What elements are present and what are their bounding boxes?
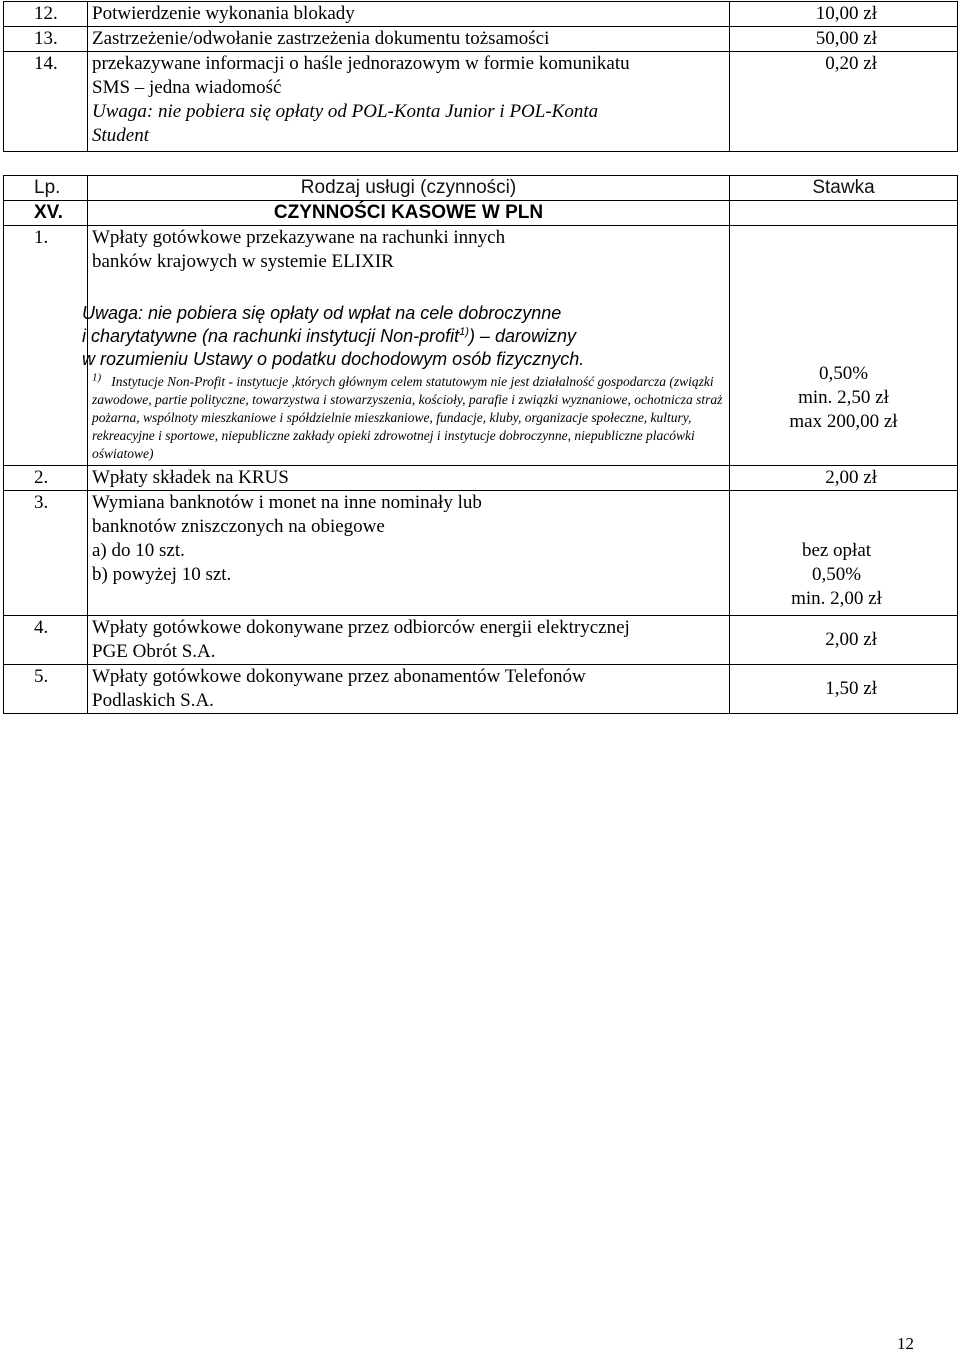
header-service: Rodzaj usługi (czynności): [88, 176, 730, 201]
service-description: [88, 491, 730, 616]
service-note: i charytatywne (na rachunki instytucji Non-profit$^{1)}$) – darowizny: [82, 326, 576, 346]
service-rate: 2,00 zł: [730, 616, 958, 665]
service-description: [88, 616, 730, 665]
note-text: : nie pobiera się opłaty od POL-Konta Junior i POL-Konta: [146, 101, 599, 122]
table-row: [4, 466, 958, 491]
description-line: Wpłaty gotówkowe dokonywane przez odbiorców energii elektrycznej: [92, 617, 630, 638]
row-number: 4.: [4, 616, 88, 665]
row-number: 3.: [4, 491, 88, 616]
description-line: Podlaskich S.A.: [92, 690, 214, 711]
rate-b: 0,50%: [811, 564, 862, 585]
row-number: 14.: [4, 52, 88, 152]
description-line: Wpłaty gotówkowe przekazywane na rachunki innych: [92, 227, 506, 248]
description-line: Wymiana banknotów i monet na inne nominały lub: [92, 492, 482, 513]
footnote-marker: 1): [459, 326, 469, 338]
service-rate: 10,00 zł: [730, 2, 958, 27]
row-number: 1.: [4, 226, 88, 466]
table-row: [4, 27, 958, 52]
service-rate: [730, 226, 958, 466]
header-lp: Lp.: [4, 176, 88, 201]
section-title: CZYNNOŚCI KASOWE W PLN: [88, 201, 730, 226]
service-note: w rozumieniu Ustawy o podatku dochodowym osób fizycznych.: [82, 349, 585, 369]
table-header: [4, 176, 958, 201]
service-rate: 0,20 zł: [730, 52, 958, 152]
section-number: XV.: [4, 201, 88, 226]
service-note: Uwaga: nie pobiera się opłaty od wpłat na cele dobroczynne: [82, 303, 562, 323]
rate-a: bez opłat: [801, 540, 872, 561]
service-rate: 2,00 zł: [730, 466, 958, 491]
footnote-marker: 1): [92, 371, 102, 384]
service-description: Zastrzeżenie/odwołanie zastrzeżenia dokumentu tożsamości: [88, 27, 730, 52]
sub-item-b: b) powyżej 10 szt.: [92, 564, 232, 585]
service-description: [82, 226, 730, 466]
rate-line: min. 2,50 zł: [798, 387, 889, 408]
rate-b-min: min. 2,00 zł: [791, 588, 882, 609]
page-number: 12: [897, 1334, 914, 1353]
note-label: Uwaga: [92, 101, 147, 122]
description-line: banknotów zniszczonych na obiegowe: [92, 516, 385, 537]
table-row: [4, 491, 958, 616]
table-row: [4, 2, 958, 27]
header-rate: Stawka: [730, 176, 958, 201]
service-description: Wpłaty składek na KRUS: [88, 466, 730, 491]
service-rate: 1,50 zł: [730, 665, 958, 714]
row-number: 12.: [4, 2, 88, 27]
table-row: [4, 226, 958, 466]
fees-table-cash: [3, 175, 958, 714]
table-row: [4, 52, 958, 152]
service-rate: [730, 491, 958, 616]
description-line: banków krajowych w systemie ELIXIR: [92, 251, 394, 272]
service-note-line: Student: [92, 125, 149, 146]
row-number: 2.: [4, 466, 88, 491]
table-row: [4, 616, 958, 665]
table-row: [4, 665, 958, 714]
service-description: [88, 52, 730, 152]
sub-item-a: a) do 10 szt.: [92, 540, 185, 561]
description-line: PGE Obrót S.A.: [92, 641, 216, 662]
service-description: Potwierdzenie wykonania blokady: [88, 2, 730, 27]
description-line: Wpłaty gotówkowe dokonywane przez abonamentów Telefonów: [92, 666, 586, 687]
description-line: SMS – jedna wiadomość: [92, 77, 282, 98]
row-number: 13.: [4, 27, 88, 52]
section-row: [4, 201, 958, 226]
service-note: [92, 100, 725, 124]
description-line: przekazywane informacji o haśle jednorazowym w formie komunikatu: [92, 53, 630, 74]
rate-line: max 200,00 zł: [789, 411, 898, 432]
rate-line: 0,50%: [818, 363, 869, 384]
footnote: $^{1)}$ Instytucje Non-Profit - instytucje ,których głównym celem statutowym nie jest działalność gospodarcza (związki zawodowe, partie polityczne, towarzystwa i stowarzyszenia, kościoły, parafie i związki wyznaniowe, ochotnicza straż pożarna, wspólnoty mieszkaniowe i spółdzielnie mieszkaniowe, fundacje, kluby, organizacje społeczne, kultury, rekreacyjne i sportowe, niepubliczne zakłady opieki zdrowotnej i instytucje dobroczynne, niepubliczne placówki oświatowe): [92, 371, 723, 461]
fees-table-top: [3, 1, 958, 152]
service-rate: 50,00 zł: [730, 27, 958, 52]
row-number: 5.: [4, 665, 88, 714]
service-description: [88, 665, 730, 714]
